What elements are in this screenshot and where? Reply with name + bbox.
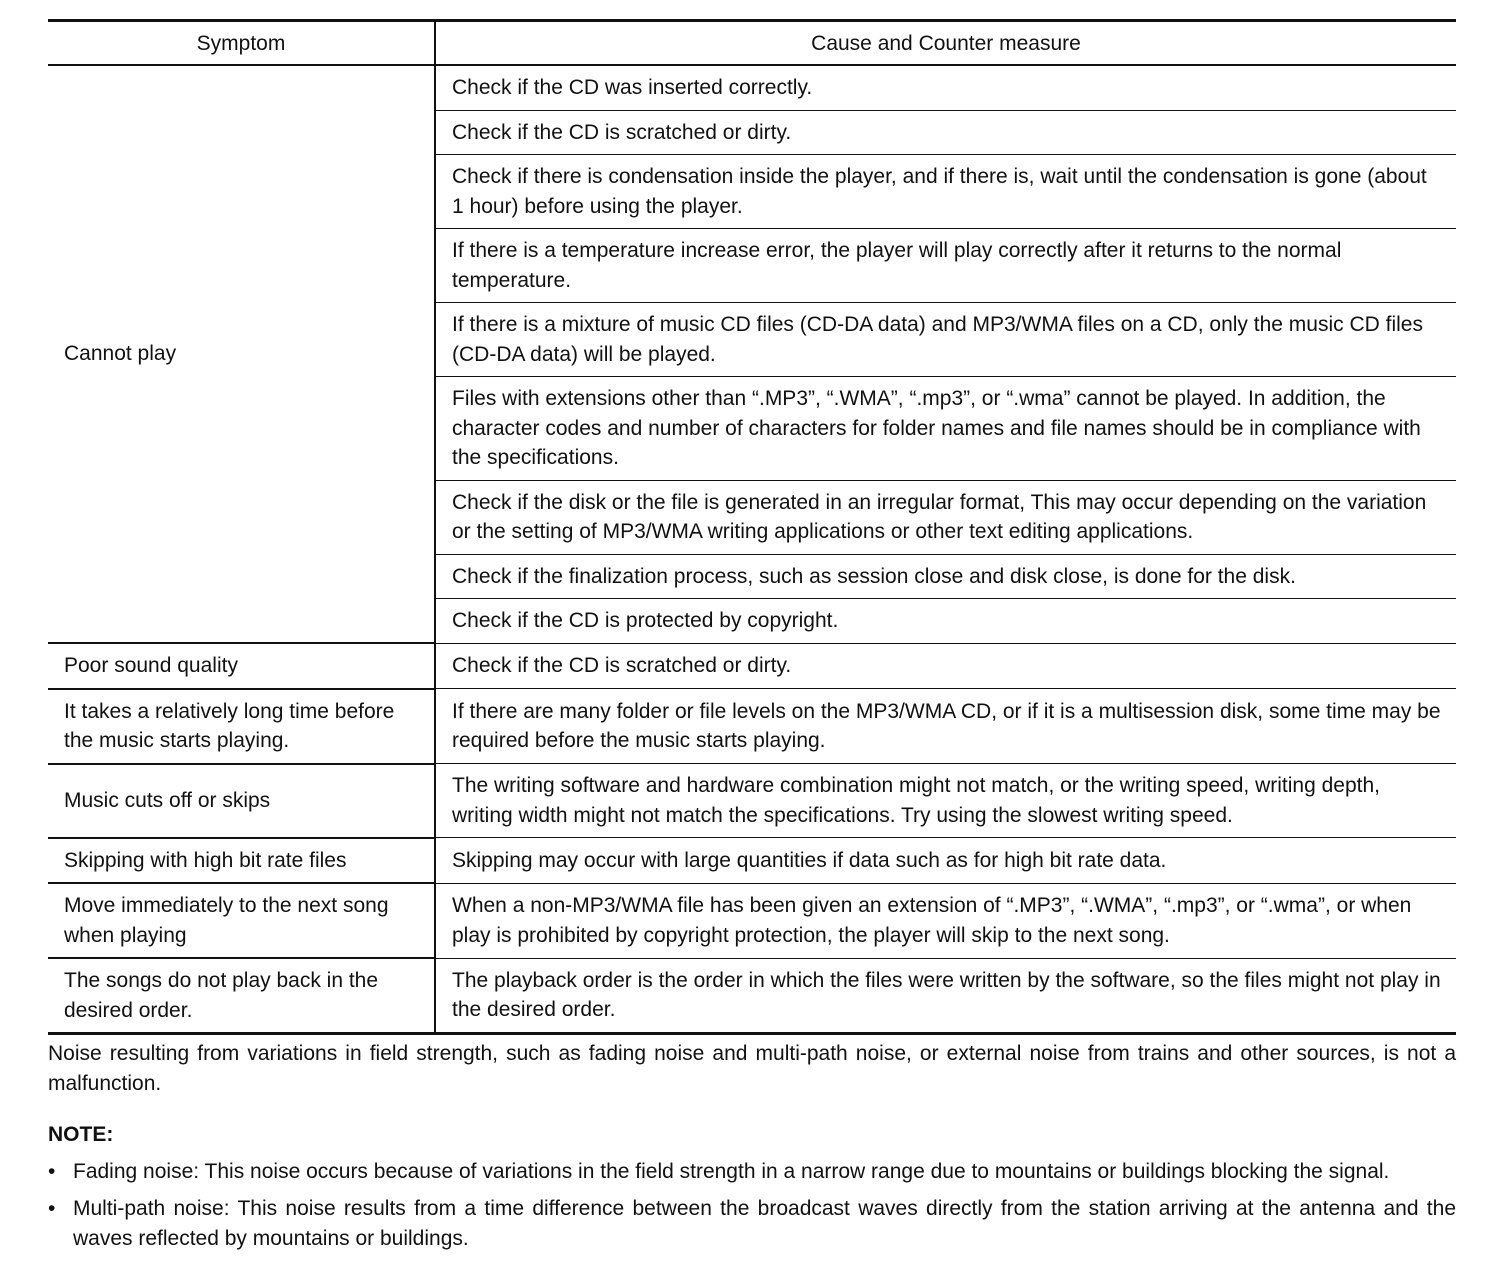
note-item-text: Multi-path noise: This noise results from a time difference between the broadcast waves directly from the station arriving at the antenna and the waves reflected by mountains or buildings. bbox=[73, 1197, 1456, 1250]
cause-cell: Check if the CD is protected by copyright. bbox=[435, 599, 1456, 644]
list-item bbox=[48, 1157, 1456, 1187]
table-row bbox=[48, 65, 1456, 110]
table-header-row bbox=[48, 21, 1456, 66]
cause-column-header: Cause and Counter measure bbox=[435, 21, 1456, 66]
symptom-column-header: Symptom bbox=[48, 21, 435, 66]
table-row bbox=[48, 883, 1456, 958]
symptom-cell: It takes a relatively long time before the music starts playing. bbox=[48, 689, 435, 764]
cause-cell: Check if the CD is scratched or dirty. bbox=[435, 643, 1456, 689]
note-heading: NOTE: bbox=[48, 1123, 114, 1146]
troubleshooting-table bbox=[48, 19, 1456, 1035]
cause-cell: Skipping may occur with large quantities if data such as for high bit rate data. bbox=[435, 838, 1456, 884]
bullet-icon: • bbox=[48, 1160, 56, 1183]
cause-cell: The playback order is the order in which the files were written by the software, so the files might not play in the desired order. bbox=[452, 968, 1441, 1022]
noise-paragraph: Noise resulting from variations in field strength, such as fading noise and multi-path noise, or external noise from trains and other sources, is not a malfunction. bbox=[48, 1042, 1456, 1095]
table-row bbox=[48, 689, 1456, 764]
symptom-cell: Cannot play bbox=[48, 65, 435, 643]
cause-cell: The writing software and hardware combination might not match, or the writing speed, writing depth, writing width might not match the specifications. Try using the slowest writing speed. bbox=[435, 764, 1456, 838]
note-item-text: Fading noise: This noise occurs because of variations in the field strength in a narrow range due to mountains or buildings blocking the signal. bbox=[73, 1160, 1390, 1183]
table-row bbox=[48, 838, 1456, 884]
symptom-cell: Music cuts off or skips bbox=[48, 764, 435, 838]
table-row bbox=[48, 643, 1456, 689]
symptom-cell: Skipping with high bit rate files bbox=[48, 838, 435, 884]
table-row bbox=[48, 764, 1456, 838]
symptom-cell: Move immediately to the next song when playing bbox=[48, 883, 435, 958]
cause-cell: Check if the CD was inserted correctly. bbox=[435, 65, 1456, 110]
cause-cell: Check if the disk or the file is generated in an irregular format, This may occur depending on the variation or the setting of MP3/WMA writing applications or other text editing applications. bbox=[435, 480, 1456, 554]
cause-cell: When a non-MP3/WMA file has been given an extension of “.MP3”, “.WMA”, “.mp3”, or “.wma”, or when play is prohibited by copyright protection, the player will skip to the next song. bbox=[435, 883, 1456, 958]
symptom-cell: The songs do not play back in the desired order. bbox=[48, 958, 435, 1034]
cause-cell: Check if the finalization process, such as session close and disk close, is done for the disk. bbox=[435, 554, 1456, 599]
cause-cell: If there is a temperature increase error, the player will play correctly after it returns to the normal temperature. bbox=[435, 229, 1456, 303]
cause-cell: Check if there is condensation inside the player, and if there is, wait until the condensation is gone (about 1 hour) before using the player. bbox=[435, 155, 1456, 229]
symptom-cell: Poor sound quality bbox=[48, 643, 435, 689]
cause-cell: Files with extensions other than “.MP3”, “.WMA”, “.mp3”, or “.wma” cannot be played. In addition, the character codes and number of characters for folder names and file names should be in compliance with the specifications. bbox=[435, 377, 1456, 481]
cause-cell: If there is a mixture of music CD files (CD-DA data) and MP3/WMA files on a CD, only the music CD files (CD-DA data) will be played. bbox=[435, 303, 1456, 377]
cause-cell: Check if the CD is scratched or dirty. bbox=[435, 110, 1456, 155]
bullet-icon: • bbox=[48, 1197, 56, 1220]
note-list bbox=[48, 1157, 1456, 1254]
list-item bbox=[48, 1194, 1456, 1254]
document-page bbox=[48, 19, 1456, 1261]
cause-cell: If there are many folder or file levels on the MP3/WMA CD, or if it is a multisession disk, some time may be required before the music starts playing. bbox=[435, 689, 1456, 764]
table-row bbox=[48, 958, 1456, 1034]
